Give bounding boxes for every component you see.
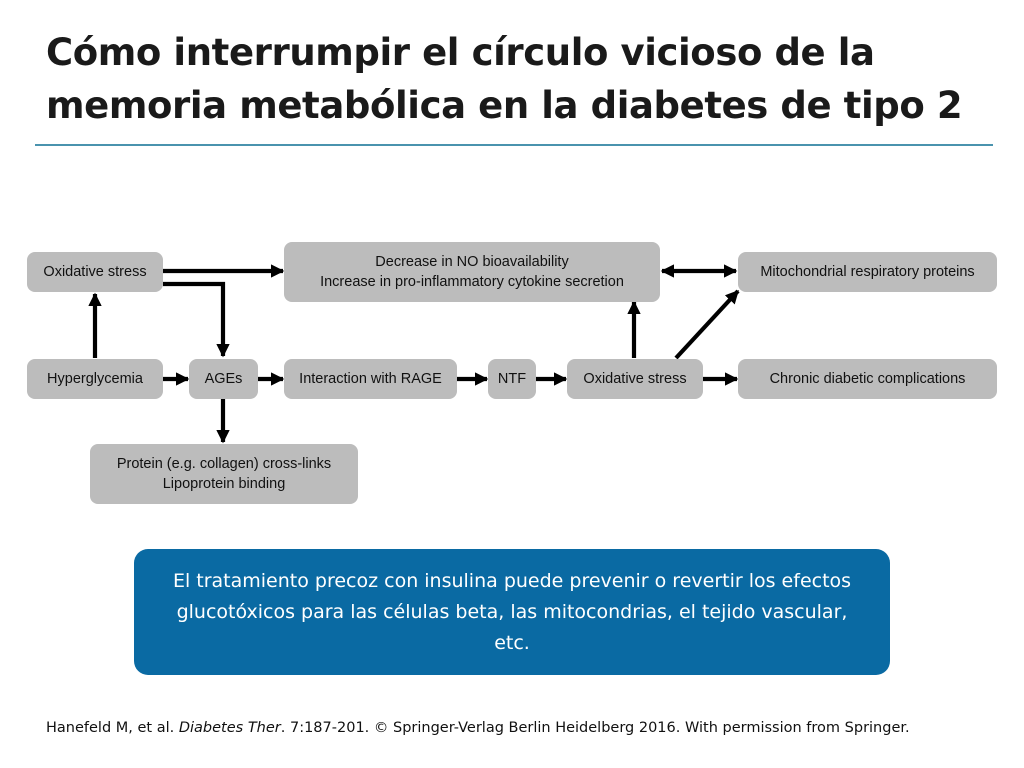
node-label: Increase in pro-inflammatory cytokine secretion	[320, 274, 624, 290]
node-label: Chronic diabetic complications	[769, 371, 966, 387]
arrow-oxidative-stress-to-ages	[163, 284, 223, 356]
node-hyperglycemia	[27, 359, 163, 399]
node-interaction-rage	[284, 359, 457, 399]
node-protein-crosslinks	[90, 444, 358, 504]
node-label: Oxidative stress	[583, 371, 687, 387]
node-chronic-complications	[738, 359, 997, 399]
citation-journal: Diabetes Ther	[178, 720, 281, 736]
node-label: Decrease in NO bioavailability	[375, 254, 569, 270]
node-label: Protein (e.g. collagen) cross-links	[116, 456, 332, 472]
citation-details: . 7:187-201. © Springer-Verlag Berlin Heidelberg 2016. With permission from Springer.	[280, 720, 910, 736]
node-oxidative-stress-mid	[567, 359, 703, 399]
node-ntf	[488, 359, 536, 399]
node-label: Mitochondrial respiratory proteins	[760, 264, 975, 280]
node-label: Lipoprotein binding	[162, 476, 286, 492]
node-label: Oxidative stress	[43, 264, 147, 280]
node-ages	[189, 359, 258, 399]
node-oxidative-stress-top	[27, 252, 163, 292]
citation	[46, 719, 986, 738]
node-label: Interaction with RAGE	[299, 371, 442, 387]
node-label: AGEs	[204, 371, 243, 387]
slide-title-line: Cómo interrumpir el círculo vicioso de la	[46, 31, 875, 74]
citation-authors: Hanefeld M, et al.	[46, 720, 179, 736]
callout-text: El tratamiento precoz con insulina puede prevenir o revertir los efectos glucotóxicos para las células beta, las mitocondrias, el tejido vascular, etc.	[172, 569, 852, 654]
insulin-treatment-callout	[134, 549, 890, 675]
node-label: NTF	[497, 371, 527, 387]
node-mitochondrial-proteins	[738, 252, 997, 292]
node-label: Hyperglycemia	[47, 371, 143, 387]
arrow-oxidative-stress-to-mito	[676, 291, 738, 358]
slide-title-line: memoria metabólica en la diabetes de tipo 2	[46, 84, 963, 127]
node-no-cytokine	[284, 242, 660, 302]
